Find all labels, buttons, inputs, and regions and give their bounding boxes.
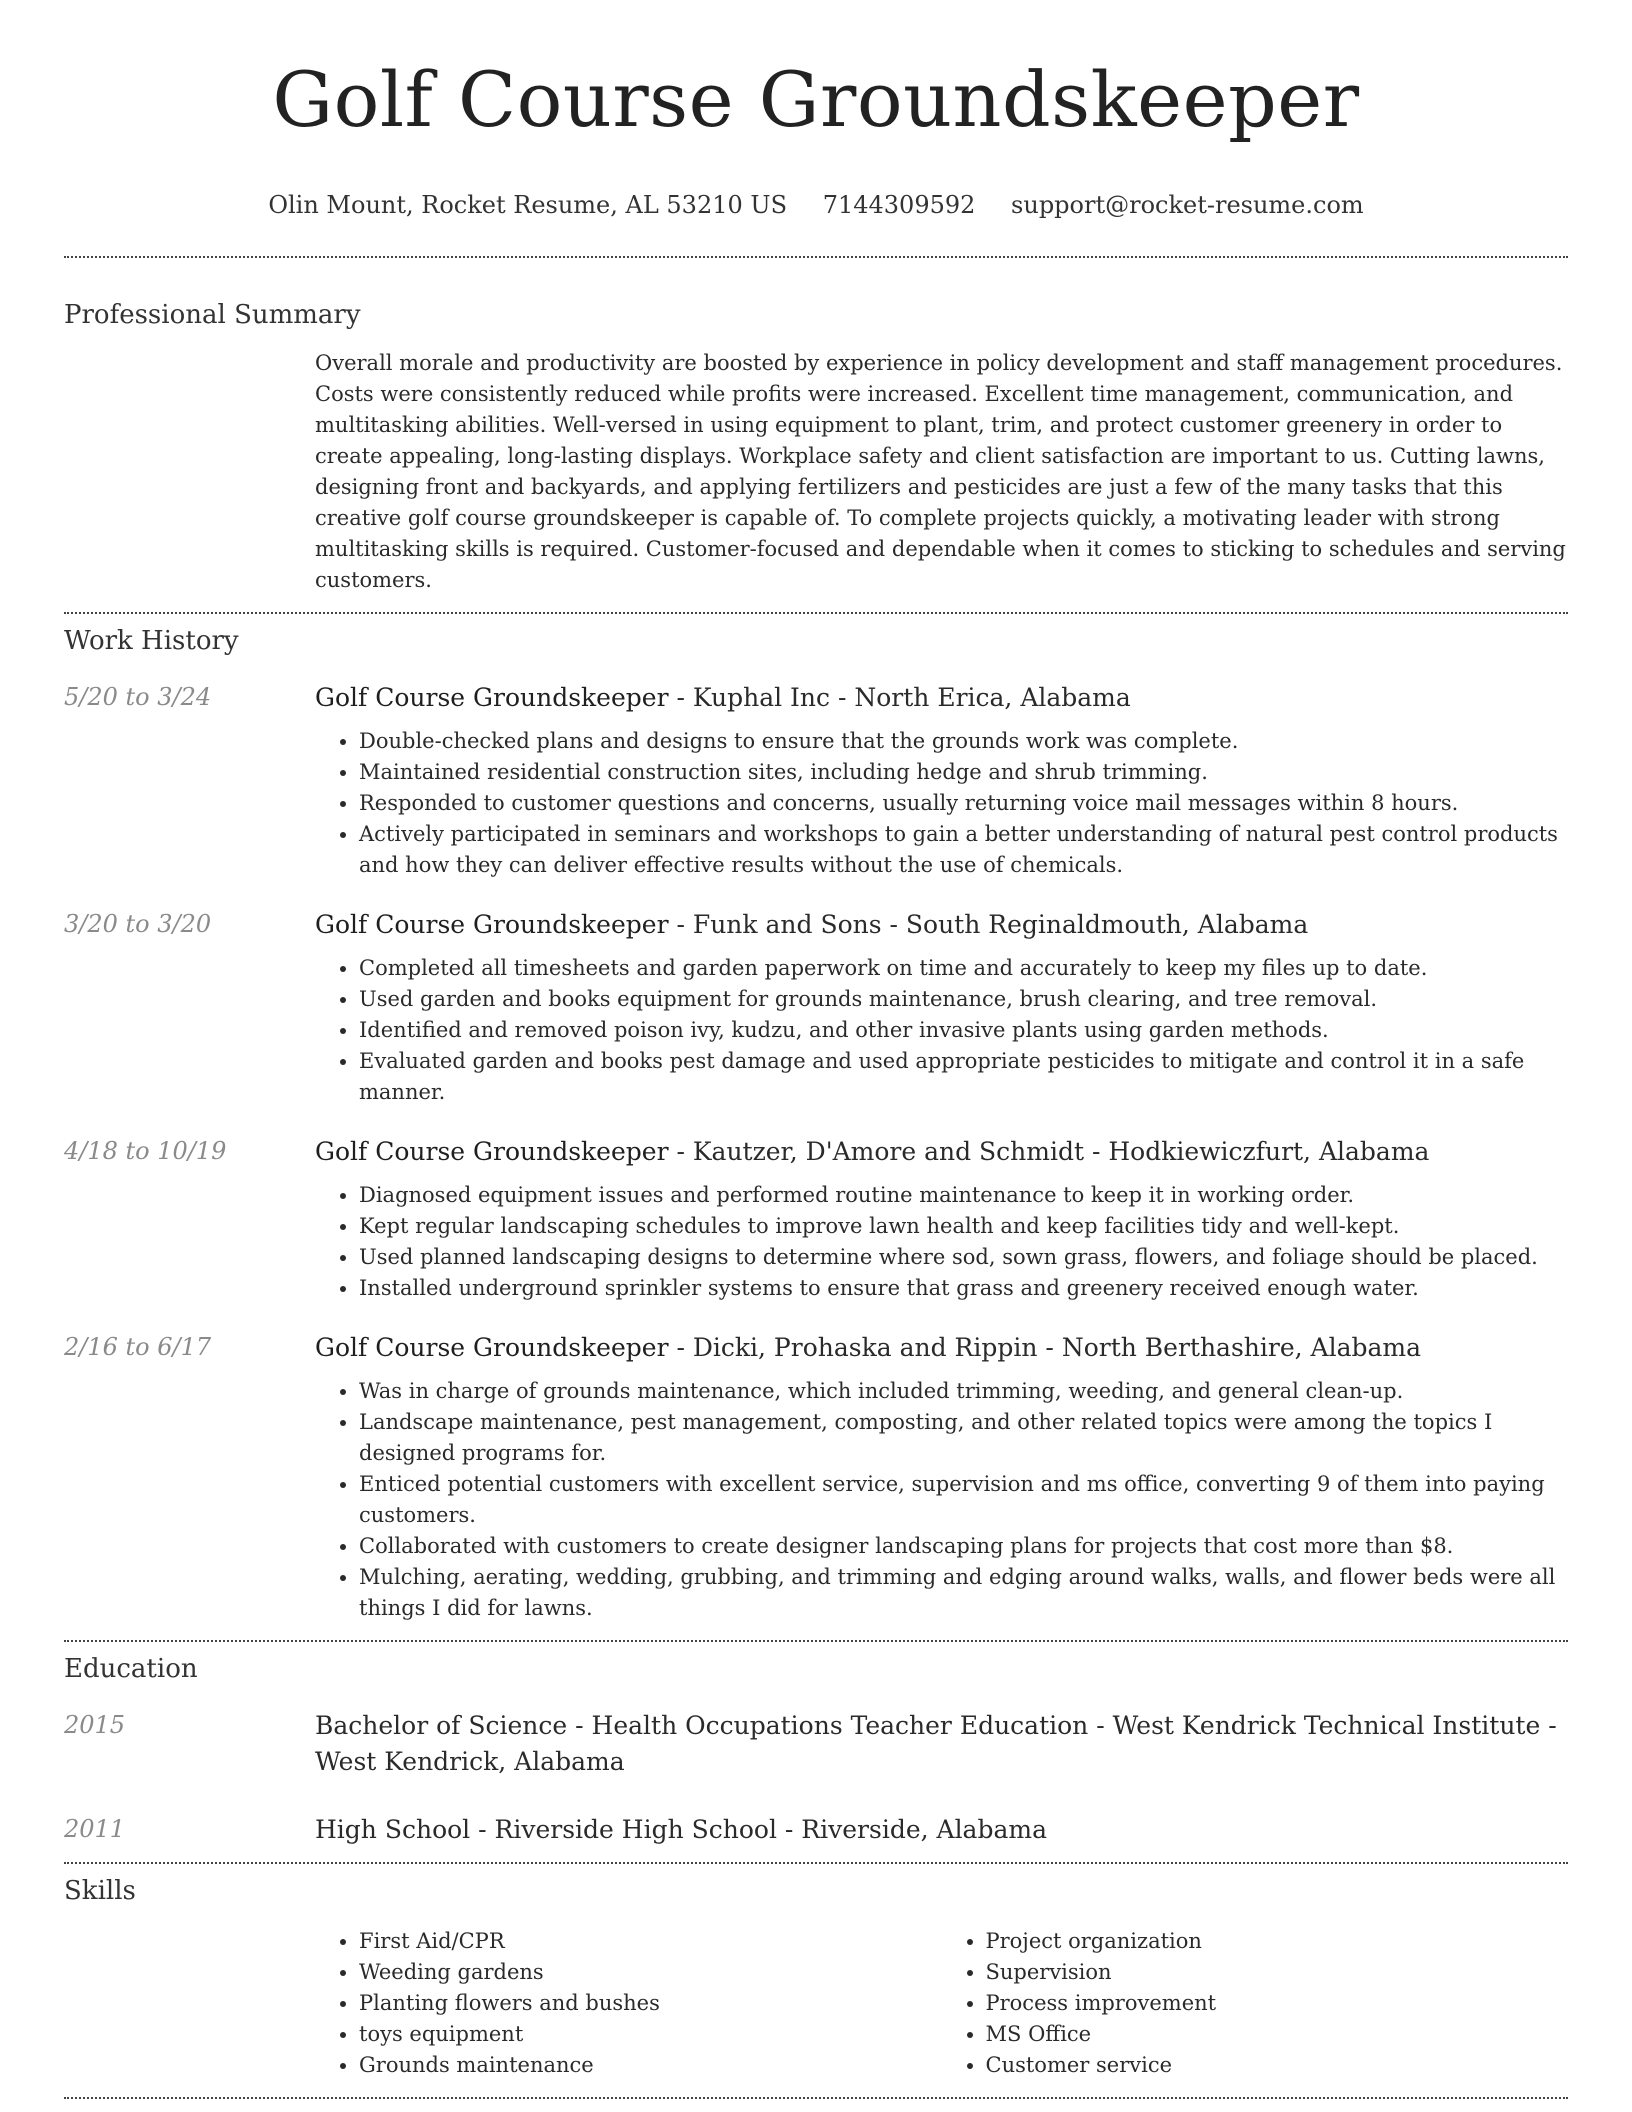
section-divider xyxy=(64,256,1568,258)
job-dates: 5/20 to 3/24 xyxy=(64,683,212,711)
job-bullet: • Double-checked plans and designs to ensure that the grounds work was complete. xyxy=(359,726,1568,757)
section-divider xyxy=(64,2097,1568,2099)
section-divider xyxy=(64,1640,1568,1642)
job-role: Golf Course Groundskeeper xyxy=(315,1333,669,1362)
job-bullets xyxy=(315,1180,1568,1304)
job-role: Golf Course Groundskeeper xyxy=(315,910,669,939)
skills-heading: Skills xyxy=(64,1876,136,1906)
job-bullet: • Was in charge of grounds maintenance, which included trimming, weeding, and general clean-up. xyxy=(359,1376,1568,1407)
job-dates: 4/18 to 10/19 xyxy=(64,1137,227,1165)
job-bullets xyxy=(315,953,1568,1108)
job-bullet: • Evaluated garden and books pest damage and used appropriate pesticides to mitigate and control it in a safe manner. xyxy=(359,1046,1568,1108)
job-bullet: • Mulching, aerating, wedding, grubbing, and trimming and edging around walks, walls, and flower beds were all things I did for lawns. xyxy=(359,1562,1568,1624)
job-entry xyxy=(64,1134,1568,1304)
skills-column-left xyxy=(315,1926,942,2081)
skill-item: • Process improvement xyxy=(986,1988,1569,2019)
contact-line xyxy=(64,188,1568,222)
resume-page xyxy=(64,0,1568,2099)
education-degree: Bachelor of Science xyxy=(315,1711,568,1740)
job-title xyxy=(315,1330,1568,1366)
education-entry xyxy=(64,1708,1568,1780)
education-details xyxy=(315,1812,1568,1848)
job-role: Golf Course Groundskeeper xyxy=(315,683,669,712)
summary-text: Overall morale and productivity are boosted by experience in policy development and staff management procedures. Costs were consistently reduced while profits were increased. Excellent time management, communication, and multitasking abilities. Well-versed in using equipment to plant, trim, and protect customer greenery in order to create appealing, long-lasting displays. Workplace safety and client satisfaction are important to us. Cutting lawns, designing front and backyards, and applying fertilizers and pesticides are just a few of the many tasks that this creative golf course groundskeeper is capable of. To complete projects quickly, a motivating leader with strong multitasking skills is required. Customer-focused and dependable when it comes to sticking to schedules and serving customers. xyxy=(315,351,1566,592)
skill-item: • First Aid/CPR xyxy=(359,1926,942,1957)
section-divider xyxy=(64,612,1568,614)
job-bullet: • Used garden and books equipment for grounds maintenance, brush clearing, and tree removal. xyxy=(359,984,1568,1015)
skill-item: • Project organization xyxy=(986,1926,1569,1957)
skills-list xyxy=(64,1926,1568,2081)
job-bullet: • Used planned landscaping designs to determine where sod, sown grass, flowers, and foliage should be placed. xyxy=(359,1242,1568,1273)
job-dates: 2/16 to 6/17 xyxy=(64,1333,212,1361)
job-entry xyxy=(64,907,1568,1108)
job-details: - Dicki, Prohaska and Rippin - North Berthashire, Alabama xyxy=(668,1333,1421,1362)
job-dates: 3/20 to 3/20 xyxy=(64,910,212,938)
job-bullets xyxy=(315,726,1568,881)
job-entry xyxy=(64,680,1568,881)
job-title xyxy=(315,680,1568,716)
education-degree: High School xyxy=(315,1815,471,1844)
job-bullet: • Enticed potential customers with excellent service, supervision and ms office, converting 9 of them into paying customers. xyxy=(359,1469,1568,1531)
education-year: 2011 xyxy=(64,1815,126,1843)
contact-email: support@rocket-resume.com xyxy=(1011,191,1364,219)
job-title xyxy=(315,907,1568,943)
skill-item: • Supervision xyxy=(986,1957,1569,1988)
job-bullets xyxy=(315,1376,1568,1624)
contact-address: Olin Mount, Rocket Resume, AL 53210 US xyxy=(268,191,788,219)
skill-item: • Planting flowers and bushes xyxy=(359,1988,942,2019)
skill-item: • toys equipment xyxy=(359,2019,942,2050)
job-bullet: • Responded to customer questions and concerns, usually returning voice mail messages within 8 hours. xyxy=(359,788,1568,819)
job-bullet: • Landscape maintenance, pest management, composting, and other related topics were among the topics I designed programs for. xyxy=(359,1407,1568,1469)
job-bullet: • Diagnosed equipment issues and performed routine maintenance to keep it in working order. xyxy=(359,1180,1568,1211)
education-school: - Health Occupations Teacher Education - West Kendrick Technical Institute - West Kendrick, Alabama xyxy=(315,1711,1557,1776)
job-bullet: • Actively participated in seminars and workshops to gain a better understanding of natural pest control products and how they can deliver effective results without the use of chemicals. xyxy=(359,819,1568,881)
education-details xyxy=(315,1708,1568,1780)
work-history-heading: Work History xyxy=(64,626,239,656)
job-role: Golf Course Groundskeeper xyxy=(315,1137,669,1166)
job-details: - Funk and Sons - South Reginaldmouth, Alabama xyxy=(668,910,1309,939)
education-year: 2015 xyxy=(64,1711,126,1739)
job-bullet: • Kept regular landscaping schedules to improve lawn health and keep facilities tidy and well-kept. xyxy=(359,1211,1568,1242)
education-heading: Education xyxy=(64,1654,198,1684)
job-bullet: • Installed underground sprinkler systems to ensure that grass and greenery received enough water. xyxy=(359,1273,1568,1304)
job-details: - Kautzer, D'Amore and Schmidt - Hodkiewiczfurt, Alabama xyxy=(668,1137,1430,1166)
education-school: - Riverside High School - Riverside, Alabama xyxy=(470,1815,1047,1844)
skill-item: • Weeding gardens xyxy=(359,1957,942,1988)
job-title xyxy=(315,1134,1568,1170)
resume-name: Golf Course Groundskeeper xyxy=(272,55,1360,144)
skills-column-right xyxy=(942,1926,1569,2081)
job-bullet: • Maintained residential construction sites, including hedge and shrub trimming. xyxy=(359,757,1568,788)
education-entry xyxy=(64,1812,1568,1848)
job-details: - Kuphal Inc - North Erica, Alabama xyxy=(668,683,1131,712)
contact-phone: 7144309592 xyxy=(822,191,976,219)
job-bullet: • Collaborated with customers to create designer landscaping plans for projects that cost more than $8. xyxy=(359,1531,1568,1562)
summary-heading: Professional Summary xyxy=(64,300,361,330)
job-entry xyxy=(64,1330,1568,1624)
skill-item: • MS Office xyxy=(986,2019,1569,2050)
job-bullet: • Identified and removed poison ivy, kudzu, and other invasive plants using garden methods. xyxy=(359,1015,1568,1046)
job-bullet: • Completed all timesheets and garden paperwork on time and accurately to keep my files up to date. xyxy=(359,953,1568,984)
skill-item: • Customer service xyxy=(986,2050,1569,2081)
section-divider xyxy=(64,1862,1568,1864)
skill-item: • Grounds maintenance xyxy=(359,2050,942,2081)
